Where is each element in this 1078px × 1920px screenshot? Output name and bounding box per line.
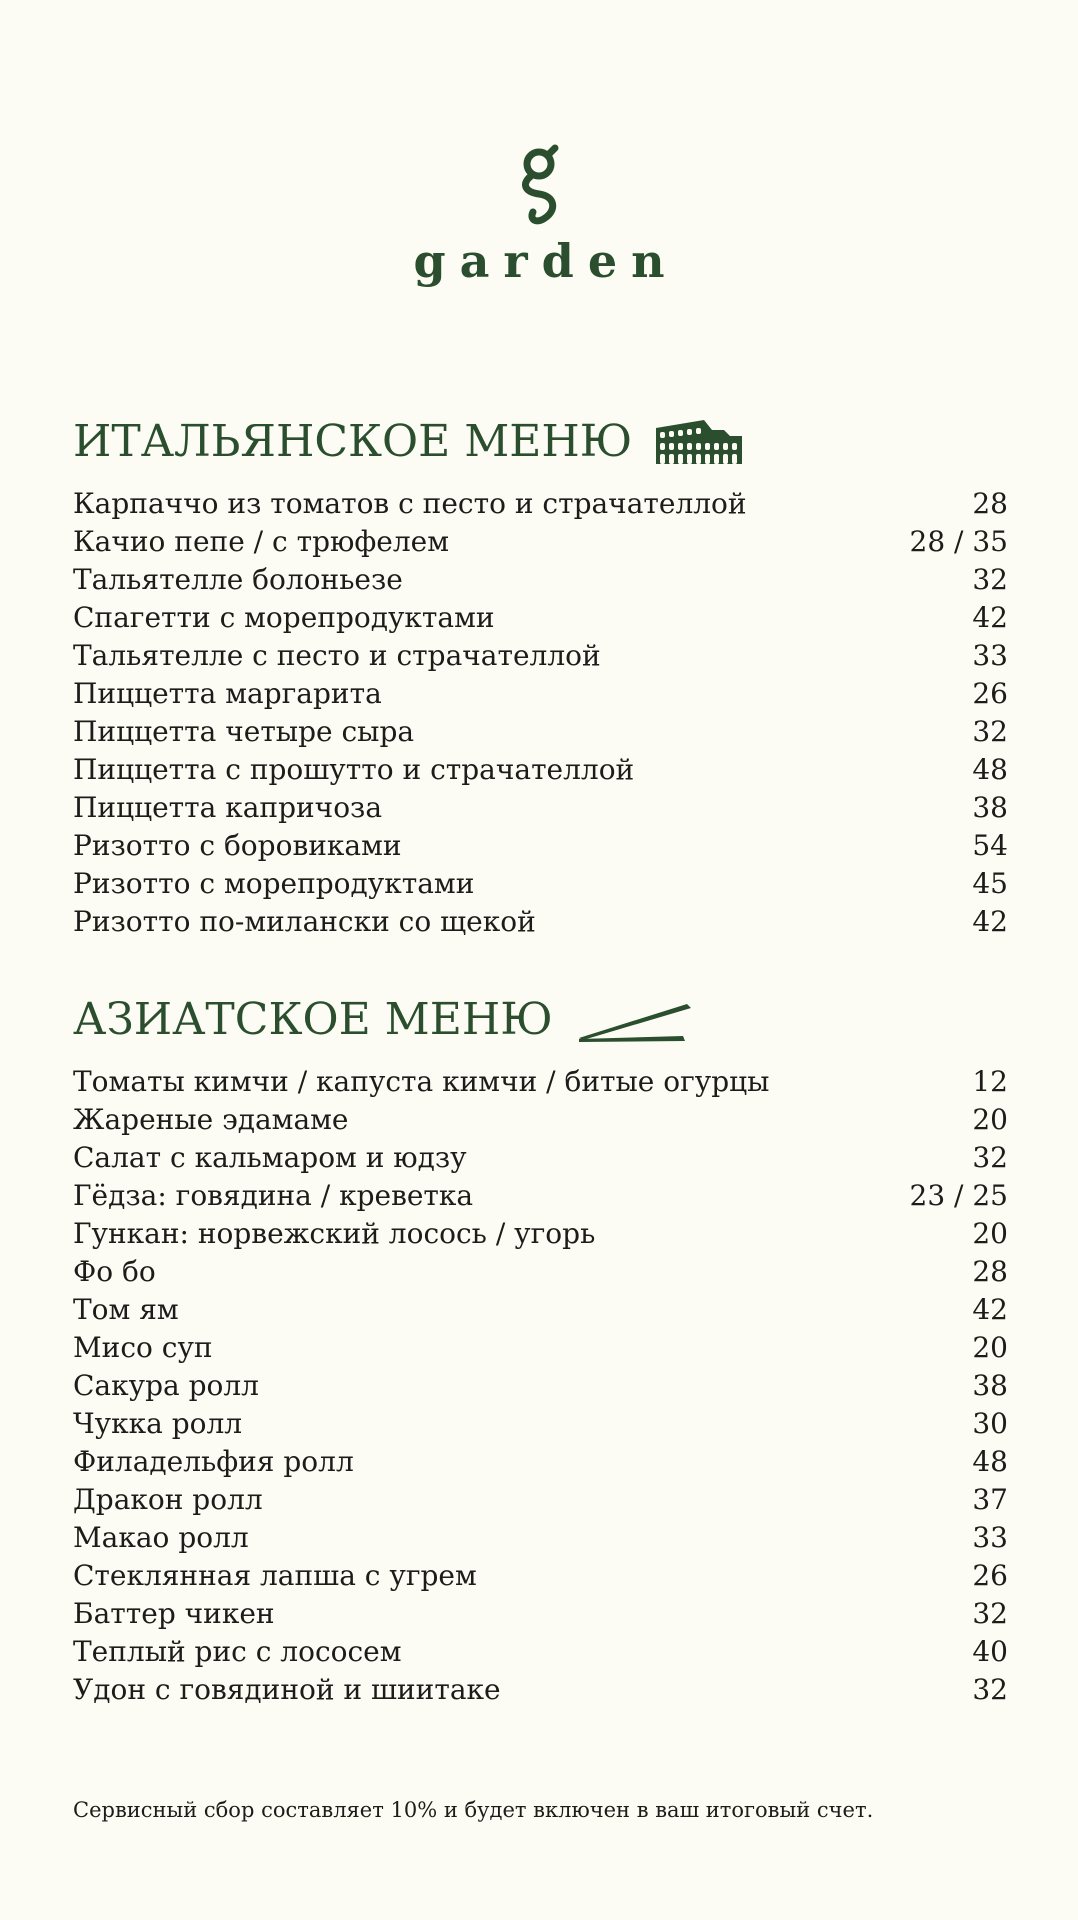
brand-logo (0, 140, 1078, 288)
asian-menu-heading (73, 994, 695, 1045)
menu-item-price: 40 (972, 1635, 1008, 1668)
menu-item (73, 1329, 1008, 1367)
colosseum-icon (654, 418, 744, 466)
menu-item (73, 1139, 1008, 1177)
menu-item-price: 48 (972, 1445, 1008, 1478)
italian-menu-heading (73, 416, 744, 467)
brand-name: garden (413, 234, 679, 288)
menu-item (73, 1063, 1008, 1101)
menu-item (73, 523, 1008, 561)
menu-item-name: Пиццетта капричоза (73, 791, 383, 824)
menu-item (73, 1595, 1008, 1633)
menu-item (73, 903, 1008, 941)
menu-item-price: 33 (972, 1521, 1008, 1554)
menu-item (73, 1367, 1008, 1405)
menu-item (73, 1405, 1008, 1443)
menu-item (73, 1443, 1008, 1481)
asian-menu-title: АЗИАТСКОЕ МЕНЮ (73, 994, 553, 1045)
menu-item-price: 42 (972, 905, 1008, 938)
menu-item-name: Филадельфия ролл (73, 1445, 354, 1478)
menu-item-price: 30 (972, 1407, 1008, 1440)
menu-item (73, 1253, 1008, 1291)
menu-item (73, 865, 1008, 903)
menu-item-price: 20 (972, 1217, 1008, 1250)
menu-item-price: 26 (972, 677, 1008, 710)
menu-item (73, 1519, 1008, 1557)
menu-item (73, 789, 1008, 827)
menu-item-price: 54 (972, 829, 1008, 862)
menu-item (73, 1291, 1008, 1329)
menu-item-name: Том ям (73, 1293, 179, 1326)
italian-menu-list (73, 485, 1008, 941)
menu-item-price: 38 (972, 1369, 1008, 1402)
menu-item-price: 28 (972, 1255, 1008, 1288)
menu-item-price: 28 / 35 (909, 525, 1008, 558)
garden-logo-icon (509, 140, 569, 230)
menu-item-name: Жареные эдамаме (73, 1103, 349, 1136)
menu-item (73, 1671, 1008, 1709)
menu-item-price: 32 (972, 1141, 1008, 1174)
menu-item (73, 1215, 1008, 1253)
menu-item-price: 20 (972, 1103, 1008, 1136)
menu-item-name: Дракон ролл (73, 1483, 263, 1516)
menu-item (73, 1481, 1008, 1519)
menu-item-name: Гункан: норвежский лосось / угорь (73, 1217, 596, 1250)
menu-item-name: Фо бо (73, 1255, 156, 1288)
asian-menu-list (73, 1063, 1008, 1709)
menu-item-price: 38 (972, 791, 1008, 824)
menu-item-price: 33 (972, 639, 1008, 672)
menu-item-name: Баттер чикен (73, 1597, 275, 1630)
menu-item-name: Удон с говядиной и шиитаке (73, 1673, 501, 1706)
menu-item-price: 42 (972, 1293, 1008, 1326)
chopsticks-icon (575, 998, 695, 1042)
menu-item-price: 26 (972, 1559, 1008, 1592)
menu-item (73, 713, 1008, 751)
menu-item (73, 1633, 1008, 1671)
menu-item-name: Ризотто по-милански со щекой (73, 905, 536, 938)
menu-item-price: 32 (972, 563, 1008, 596)
menu-item-name: Карпаччо из томатов с песто и страчателлой (73, 487, 747, 520)
menu-item (73, 1101, 1008, 1139)
menu-item (73, 637, 1008, 675)
menu-item-price: 23 / 25 (909, 1179, 1008, 1212)
menu-item-name: Пиццетта четыре сыра (73, 715, 415, 748)
menu-item-price: 48 (972, 753, 1008, 786)
menu-item-name: Гёдза: говядина / креветка (73, 1179, 474, 1212)
menu-item-price: 45 (972, 867, 1008, 900)
menu-item (73, 751, 1008, 789)
menu-item-name: Тальятелле болоньезе (73, 563, 403, 596)
menu-item (73, 485, 1008, 523)
menu-item-name: Тальятелле с песто и страчателлой (73, 639, 601, 672)
menu-item-price: 42 (972, 601, 1008, 634)
menu-item-price: 32 (972, 1597, 1008, 1630)
menu-item-name: Ризотто с морепродуктами (73, 867, 475, 900)
menu-item-name: Мисо суп (73, 1331, 213, 1364)
menu-item (73, 1177, 1008, 1215)
italian-menu-title: ИТАЛЬЯНСКОЕ МЕНЮ (73, 416, 633, 467)
menu-item-name: Чукка ролл (73, 1407, 243, 1440)
menu-item-name: Томаты кимчи / капуста кимчи / битые огурцы (73, 1065, 770, 1098)
menu-item-price: 37 (972, 1483, 1008, 1516)
menu-item (73, 675, 1008, 713)
menu-item-name: Качио пепе / с трюфелем (73, 525, 449, 558)
menu-item (73, 1557, 1008, 1595)
menu-item-name: Теплый рис с лососем (73, 1635, 402, 1668)
menu-item-price: 12 (972, 1065, 1008, 1098)
menu-item-name: Сакура ролл (73, 1369, 259, 1402)
menu-item-name: Пиццетта с прошутто и страчателлой (73, 753, 635, 786)
menu-item (73, 827, 1008, 865)
menu-item-price: 32 (972, 715, 1008, 748)
menu-item-name: Пиццетта маргарита (73, 677, 382, 710)
menu-item-price: 32 (972, 1673, 1008, 1706)
menu-item-price: 20 (972, 1331, 1008, 1364)
menu-item-name: Ризотто с боровиками (73, 829, 402, 862)
menu-item (73, 561, 1008, 599)
service-charge-note: Сервисный сбор составляет 10% и будет включен в ваш итоговый счет. (73, 1798, 874, 1822)
menu-item (73, 599, 1008, 637)
menu-item-price: 28 (972, 487, 1008, 520)
menu-item-name: Макао ролл (73, 1521, 249, 1554)
menu-item-name: Спагетти с морепродуктами (73, 601, 495, 634)
menu-item-name: Стеклянная лапша с угрем (73, 1559, 477, 1592)
menu-item-name: Салат с кальмаром и юдзу (73, 1141, 467, 1174)
